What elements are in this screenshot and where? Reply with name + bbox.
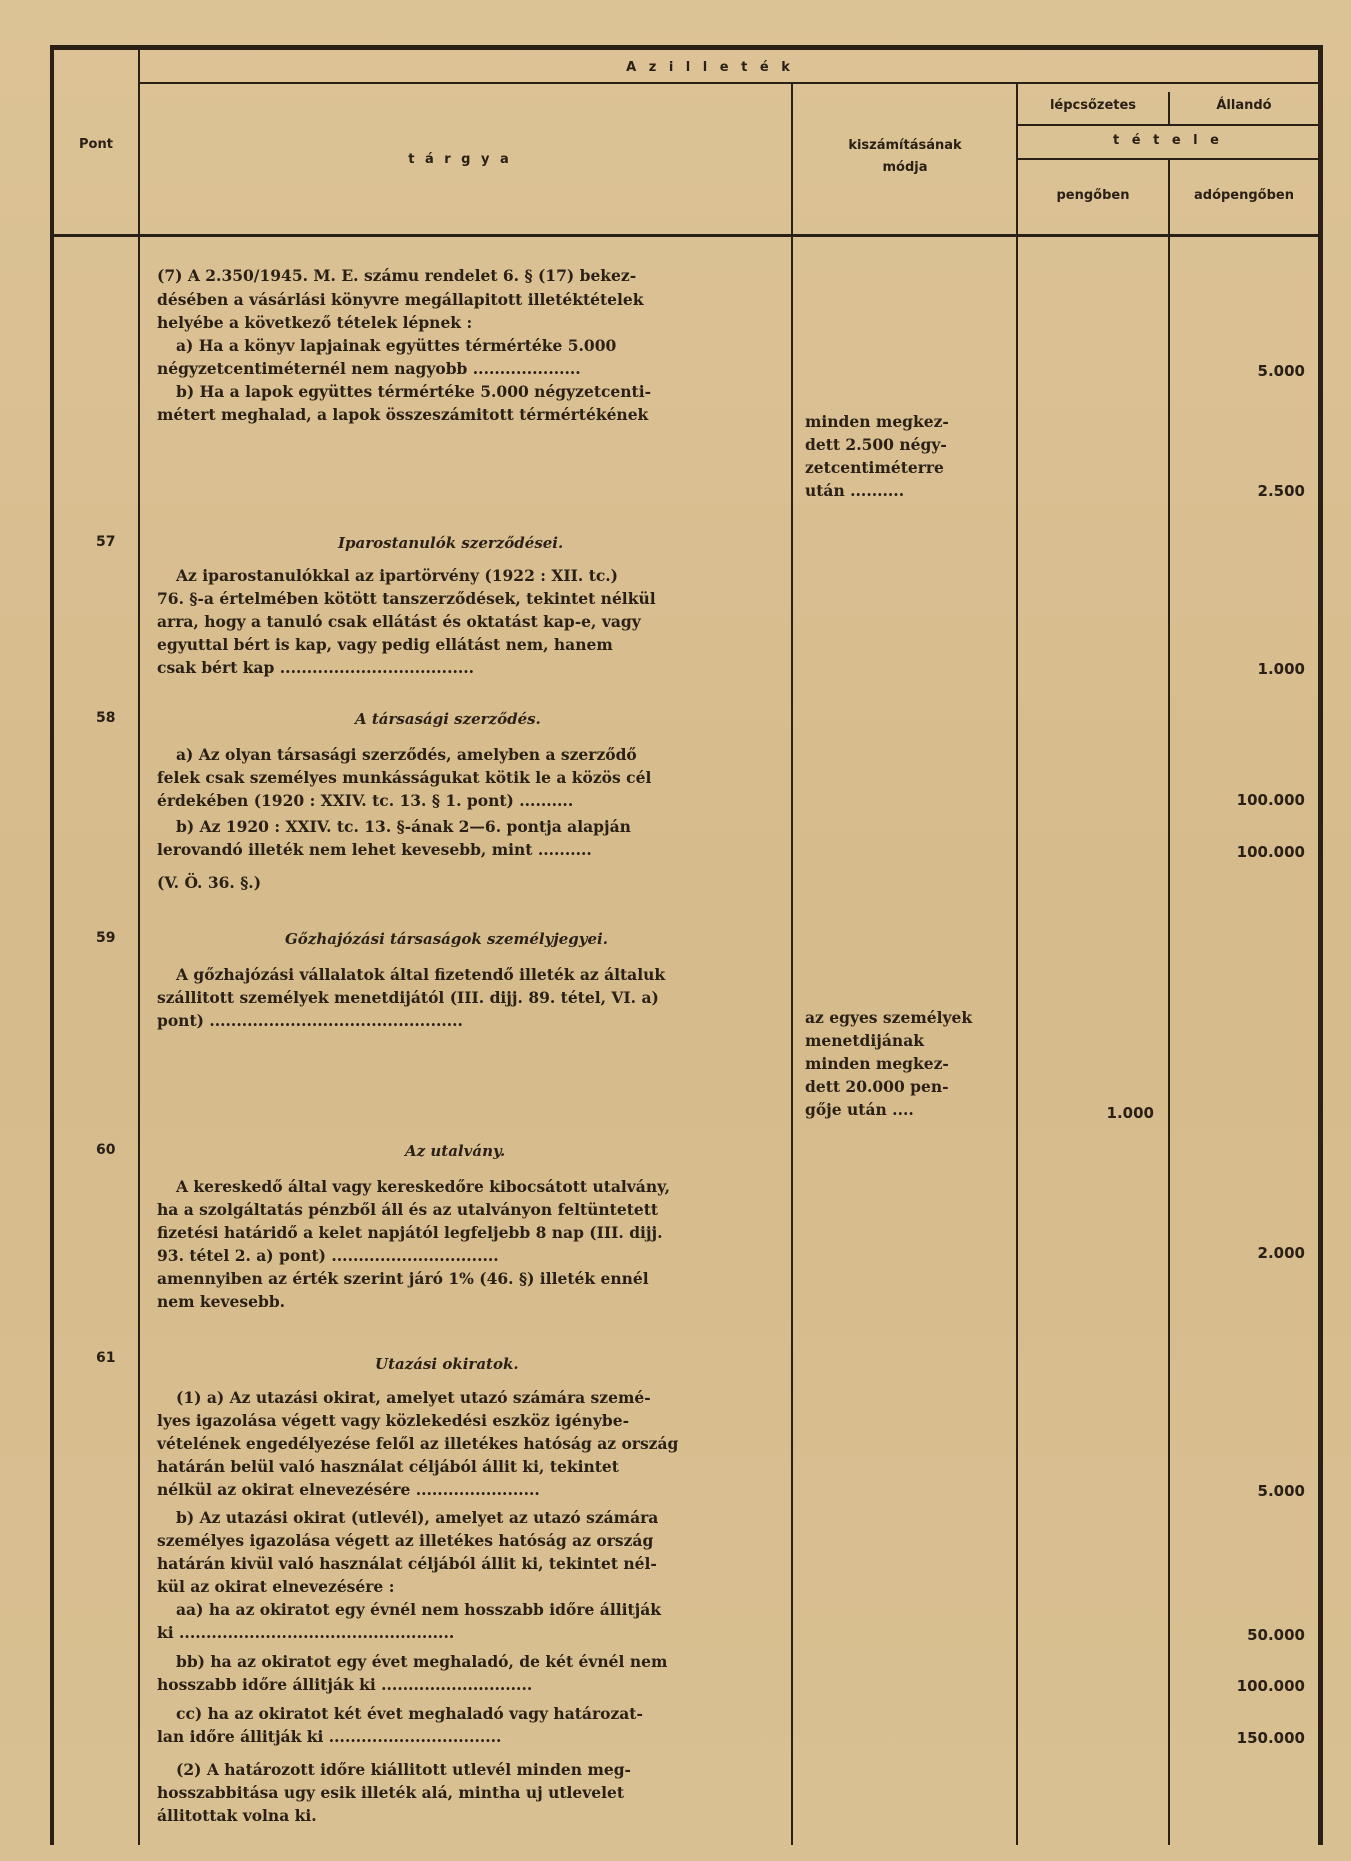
text-line: kül az okirat elnevezésére : <box>157 1577 395 1596</box>
text-line: A gőzhajózási vállalatok által fizetendő illeték az általuk <box>176 965 666 984</box>
amount-adopengo: 2.500 <box>1257 482 1305 500</box>
amount-pengo: 1.000 <box>1106 1104 1154 1122</box>
header-group-title: A z i l l e t é k <box>626 60 794 75</box>
text-line: lerovandó illeték nem lehet kevesebb, mint .......... <box>157 840 592 859</box>
amount-adopengo: 100.000 <box>1236 1677 1305 1695</box>
point-number: 59 <box>96 930 116 946</box>
calc-method-line: az egyes személyek <box>805 1008 973 1027</box>
amount-adopengo: 5.000 <box>1257 1482 1305 1500</box>
header-targya: t á r g y a <box>408 152 512 167</box>
header-kiszamitas-1: kiszámításának <box>848 138 962 153</box>
header-rule-2 <box>1016 124 1318 126</box>
text-line: métert meghalad, a lapok összeszámitott térmértékének <box>157 405 649 424</box>
header-pont: Pont <box>79 137 113 152</box>
top-border <box>50 45 1320 50</box>
calc-method-line: minden megkez- <box>805 412 949 431</box>
text-line: b) Ha a lapok együttes térmértéke 5.000 négyzetcenti- <box>176 382 652 401</box>
text-line: (7) A 2.350/1945. M. E. számu rendelet 6. § (17) bekez- <box>157 266 637 285</box>
amount-adopengo: 150.000 <box>1236 1729 1305 1747</box>
section-heading: Utazási okiratok. <box>375 1355 519 1373</box>
text-line: arra, hogy a tanuló csak ellátást és oktatást kap-e, vagy <box>157 612 641 631</box>
col-divider-pengo <box>1168 158 1170 1845</box>
section-heading: Gőzhajózási társaságok személyjegyei. <box>285 930 608 948</box>
header-adopengoben: adópengőben <box>1193 188 1294 203</box>
section-heading: Az utalvány. <box>405 1142 506 1160</box>
text-line: nélkül az okirat elnevezésére ....................... <box>157 1480 540 1499</box>
text-line: ha a szolgáltatás pénzből áll és az utalványon feltüntetett <box>157 1200 659 1219</box>
text-line: határán kivül való használat céljából állit ki, tekintet nél- <box>157 1554 657 1573</box>
text-line: négyzetcentiméternél nem nagyobb .................... <box>157 359 581 378</box>
section-heading: A társasági szerződés. <box>355 710 541 728</box>
col-divider-targya <box>791 82 793 1845</box>
calc-method-line: menetdijának <box>805 1031 924 1050</box>
header-bottom-rule <box>54 234 1320 237</box>
header-pengoben: pengőben <box>1056 188 1130 203</box>
text-line: (1) a) Az utazási okirat, amelyet utazó számára szemé- <box>176 1388 651 1407</box>
amount-adopengo: 50.000 <box>1247 1626 1305 1644</box>
text-line: a) Ha a könyv lapjainak együttes térmértéke 5.000 <box>176 336 617 355</box>
calc-method-line: dett 2.500 négy- <box>805 435 947 454</box>
text-line: állitottak volna ki. <box>157 1806 317 1825</box>
text-line: hosszabbitása ugy esik illeték alá, mintha uj utlevelet <box>157 1783 625 1802</box>
text-line: 93. tétel 2. a) pont) ............................... <box>157 1246 499 1265</box>
calc-method-line: minden megkez- <box>805 1054 949 1073</box>
text-line: (V. Ö. 36. §.) <box>157 873 262 892</box>
amount-adopengo: 100.000 <box>1236 843 1305 861</box>
text-line: b) Az 1920 : XXIV. tc. 13. §-ának 2—6. pontja alapján <box>176 817 631 836</box>
text-line: hosszabb időre állitják ki ............................ <box>157 1675 533 1694</box>
amount-adopengo: 2.000 <box>1257 1244 1305 1262</box>
section-heading: Iparostanulók szerződései. <box>338 534 564 552</box>
text-line: cc) ha az okiratot két évet meghaladó vagy határozat- <box>176 1704 643 1723</box>
text-line: szállitott személyek menetdijától (III. dijj. 89. tétel, VI. a) <box>157 988 659 1007</box>
left-border <box>50 45 54 1845</box>
text-line: személyes igazolása végett az illetékes hatóság az ország <box>157 1531 654 1550</box>
text-line: lyes igazolása végett vagy közlekedési eszköz igénybe- <box>157 1411 630 1430</box>
text-line: érdekében (1920 : XXIV. tc. 13. § 1. pont) .......... <box>157 791 574 810</box>
header-lepcsozetes: lépcsőzetes <box>1049 98 1137 113</box>
point-number: 60 <box>96 1142 116 1158</box>
header-kiszamitas-2: módja <box>882 160 928 175</box>
text-line: b) Az utazási okirat (utlevél), amelyet az utazó számára <box>176 1508 659 1527</box>
amount-adopengo: 5.000 <box>1257 362 1305 380</box>
text-line: a) Az olyan társasági szerződés, amelyben a szerződő <box>176 745 637 764</box>
text-line: (2) A határozott időre kiállitott utlevél minden meg- <box>176 1760 631 1779</box>
calc-method-line: gője után .... <box>805 1100 914 1119</box>
amount-adopengo: 1.000 <box>1257 660 1305 678</box>
text-line: helyébe a következő tételek lépnek : <box>157 313 473 332</box>
text-line: egyuttal bért is kap, vagy pedig ellátást nem, hanem <box>157 635 613 654</box>
header-rule-3 <box>1016 158 1318 160</box>
calc-method-line: után .......... <box>805 481 905 500</box>
text-line: 76. §-a értelmében kötött tanszerződések, tekintet nélkül <box>157 589 656 608</box>
right-border <box>1318 45 1323 1845</box>
text-line: nem kevesebb. <box>157 1292 286 1311</box>
text-line: A kereskedő által vagy kereskedőre kibocsátott utalvány, <box>176 1177 671 1196</box>
text-line: határán belül való használat céljából állit ki, tekintet <box>157 1457 619 1476</box>
header-allando: Állandó <box>1216 98 1272 113</box>
text-line: ki ................................................... <box>157 1623 455 1642</box>
calc-method-line: zetcentiméterre <box>805 458 944 477</box>
point-number: 57 <box>96 534 116 550</box>
col-divider-mod <box>1016 82 1018 1845</box>
text-line: pont) ............................................... <box>157 1011 463 1030</box>
text-line: bb) ha az okiratot egy évet meghaladó, de két évnél nem <box>176 1652 668 1671</box>
point-number: 58 <box>96 710 116 726</box>
text-line: désében a vásárlási könyvre megállapitott illetéktételek <box>157 290 644 309</box>
header-rule-1 <box>138 82 1320 84</box>
text-line: csak bért kap .................................... <box>157 658 475 677</box>
point-number: 61 <box>96 1350 116 1366</box>
text-line: vételének engedélyezése felől az illetékes hatóság az ország <box>157 1434 679 1453</box>
text-line: fizetési határidő a kelet napjától legfeljebb 8 nap (III. dijj. <box>157 1223 663 1242</box>
calc-method-line: dett 20.000 pen- <box>805 1077 949 1096</box>
text-line: felek csak személyes munkásságukat kötik le a közös cél <box>157 768 652 787</box>
text-line: amennyiben az érték szerint járó 1% (46. §) illeték ennél <box>157 1269 649 1288</box>
text-line: lan időre állitják ki ................................ <box>157 1727 502 1746</box>
text-line: Az iparostanulókkal az ipartörvény (1922 : XII. tc.) <box>176 566 619 585</box>
header-tetele: t é t e l e <box>1113 133 1223 148</box>
text-line: aa) ha az okiratot egy évnél nem hosszabb időre állitják <box>176 1600 662 1619</box>
amount-adopengo: 100.000 <box>1236 791 1305 809</box>
col-divider-pont <box>138 48 140 1845</box>
